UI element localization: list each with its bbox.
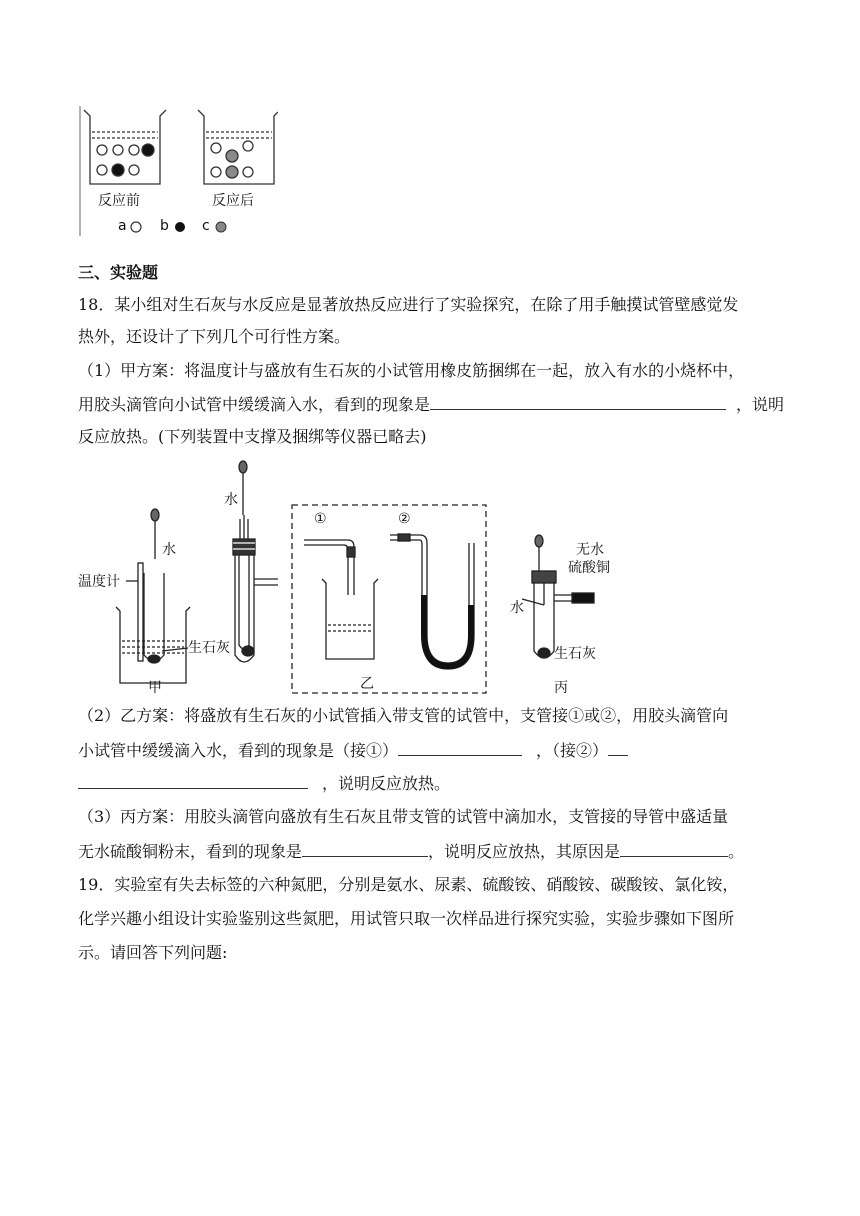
label-anhydrous-1: 无水 — [576, 542, 604, 558]
q18-p3-line1: （3）丙方案：用胶头滴管向盛放有生石灰且带支管的试管中滴加水，支管接的导管中盛适量 — [78, 807, 729, 826]
label-anhydrous-2: 硫酸铜 — [568, 560, 610, 576]
q18-p2-text-a: 小试管中缓缓滴入水，看到的现象是（接①） — [78, 741, 399, 760]
label-bing: 丙 — [554, 680, 568, 696]
q18-p2-text-b: ，（接②） — [536, 741, 609, 760]
beaker-after — [198, 110, 278, 184]
label-quicklime-bing: 生石灰 — [554, 646, 596, 662]
label-before: 反应前 — [98, 193, 140, 209]
answer-blank-2[interactable] — [398, 739, 522, 756]
q18-p2-text-c: ，说明反应放热。 — [322, 774, 451, 793]
q18-p3-line2 — [78, 840, 788, 863]
beaker-diagram — [78, 104, 278, 239]
label-thermometer: 温度计 — [78, 574, 120, 590]
q18-p2-line2 — [78, 739, 788, 762]
legend-a: a — [118, 218, 127, 234]
q18-p1-text-b: ，说明 — [736, 395, 785, 414]
q18-p3-text-a: 无水硫酸铜粉末，看到的现象是 — [78, 842, 303, 861]
q18-line1: 18．某小组对生石灰与水反应是显著放热反应进行了实验探究，在除了用手触摸试管壁感觉发 — [78, 295, 739, 314]
beaker-figure — [78, 104, 278, 239]
q18-p1-line1: （1）甲方案：将温度计与盛放有生石灰的小试管用橡皮筋捆绑在一起，放入有水的小烧杯中， — [78, 361, 745, 380]
q18-p2-line3 — [78, 772, 788, 795]
q18-p1-line3: 反应放热。(下列装置中支撑及捆绑等仪器已略去) — [78, 427, 427, 446]
label-water-yi: 水 — [224, 492, 238, 508]
label-jia: 甲 — [148, 680, 162, 696]
q19-line3: 示。请回答下列问题: — [78, 943, 228, 962]
label-quicklime-yi: 生石灰 — [188, 640, 230, 656]
q18-p2-line1: （2）乙方案：将盛放有生石灰的小试管插入带支管的试管中，支管接①或②，用胶头滴管向 — [78, 706, 729, 725]
label-after: 反应后 — [212, 193, 254, 209]
label-water-jia: 水 — [162, 542, 176, 558]
q19-line2: 化学兴趣小组设计实验鉴别这些氮肥，用试管只取一次样品进行探究实验，实验步骤如下图所 — [78, 909, 735, 928]
answer-blank-5[interactable] — [620, 840, 728, 857]
legend-b: b — [160, 218, 169, 234]
label-circle-1: ① — [314, 511, 327, 527]
q18-p3-text-b: ，说明反应放热，其原因是 — [428, 842, 621, 861]
answer-blank-4[interactable] — [302, 840, 428, 857]
section-heading: 三、实验题 — [78, 263, 159, 282]
answer-blank-3a[interactable] — [608, 739, 628, 756]
label-water-bing: 水 — [510, 600, 524, 616]
legend-c: c — [202, 218, 210, 234]
beaker-before — [84, 110, 166, 184]
q18-p3-text-c: 。 — [728, 842, 745, 861]
label-yi: 乙 — [360, 676, 374, 692]
q19-line1: 19．实验室有失去标签的六种氮肥，分别是氨水、尿素、硫酸铵、硝酸铵、碳酸铵、氯化铵， — [78, 875, 739, 894]
label-circle-2: ② — [398, 511, 411, 527]
q18-p1-line2 — [78, 393, 788, 416]
answer-blank-1[interactable] — [430, 393, 726, 410]
apparatus-figure — [78, 455, 638, 695]
q18-p1-text-a: 用胶头滴管向小试管中缓缓滴入水，看到的现象是 — [78, 395, 431, 414]
q18-line2: 热外，还设计了下列几个可行性方案。 — [78, 327, 351, 346]
answer-blank-3b[interactable] — [78, 772, 308, 789]
